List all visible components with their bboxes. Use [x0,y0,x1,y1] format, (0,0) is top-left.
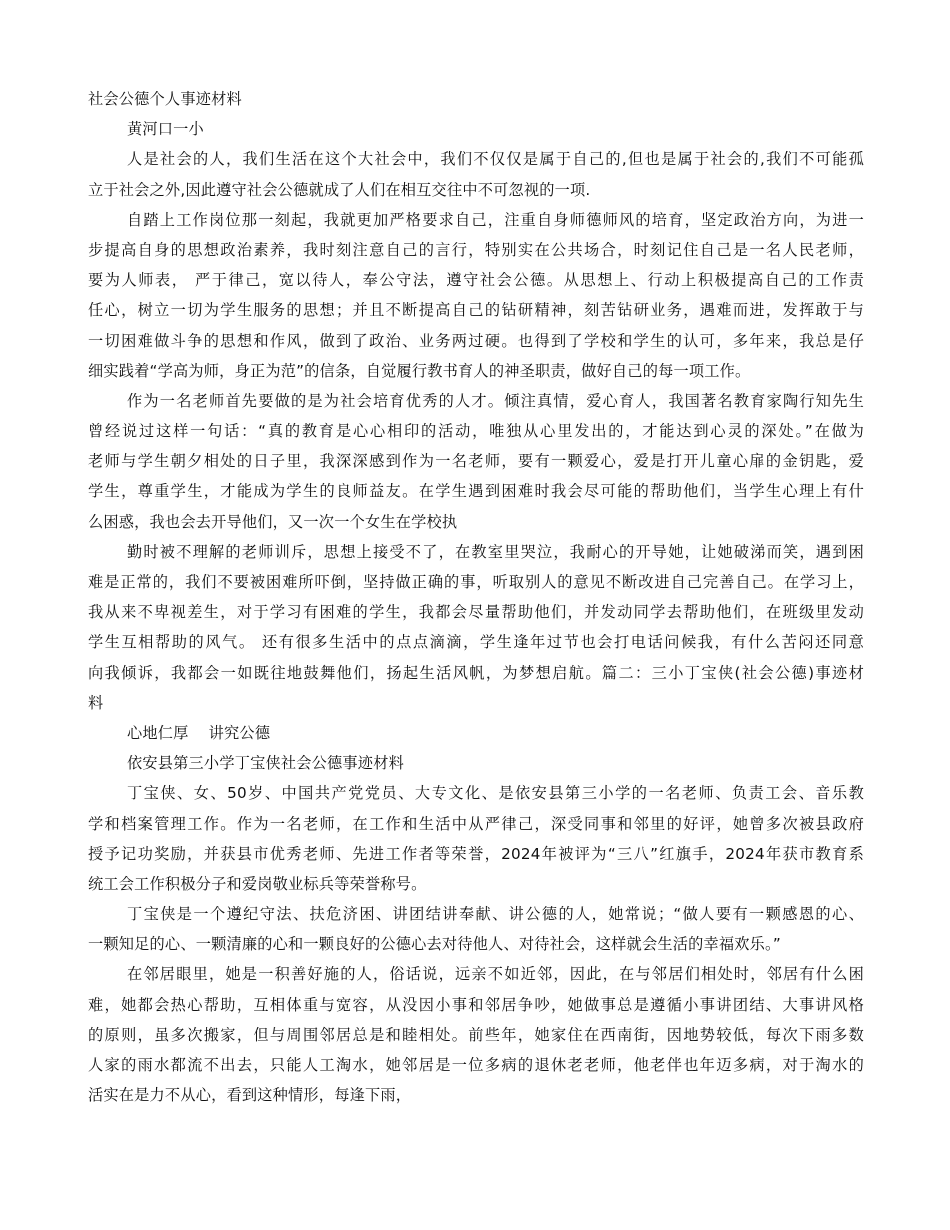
paragraph-line: 统工会工作积极分子和爱岗敬业标兵等荣誉称号。 [88,874,427,893]
section-subtitle: 心地仁厚 讲究公德 [127,723,271,742]
paragraph-line: 一颗知足的心、一颗清廉的心和一颗良好的公德心去对待他人、对待社会，这样就会生活的幸福欢乐。” [88,935,781,954]
paragraph-line: 么困惑，我也会去开导他们，又一次一个女生在学校执 [88,512,458,531]
section-heading: 依安县第三小学丁宝侠社会公德事迹材料 [127,754,404,773]
paragraph-line: 难，她都会热心帮助，互相体重与宽容，从没因小事和邻居争吵，她做事总是遵循小事讲团结、大事讲风格 [88,995,864,1014]
paragraph-line: 人是社会的人，我们生活在这个大社会中，我们不仅仅是属于自己的,但也是属于社会的,我们不可能孤 [127,150,864,169]
paragraph-line: 学生，尊重学生，才能成为学生的良师益友。在学生遇到困难时我会尽可能的帮助他们，当学生心理上有什 [88,482,864,501]
paragraph-line: 向我倾诉，我都会一如既往地鼓舞他们，扬起生活风帆，为梦想启航。篇二：三小丁宝侠(社会公德)事迹材 [88,663,864,682]
paragraph-4 [88,537,864,718]
paragraph-line: 细实践着“学高为师，身正为范”的信条，自觉履行教书育人的神圣职责，做好自己的每一项工作。 [88,361,751,380]
paragraph-line: 步提高自身的思想政治素养，我时刻注意自己的言行，特别实在公共场合，时刻记住自己是一名人民老师， [88,240,864,259]
paragraph-line: 我从来不卑视差生，对于学习有困难的学生，我都会尽量帮助他们，并发动同学去帮助他们，在班级里发动 [88,603,864,622]
paragraph-line: 学和档案管理工作。作为一名老师，在工作和生活中从严律己，深受同事和邻里的好评，她曾多次被县政府 [88,814,864,833]
paragraph-line: 人家的雨水都流不出去，只能人工淘水，她邻居是一位多病的退休老老师，他老伴也年迈多病，对于淘水的 [88,1056,864,1074]
document-title: 社会公德个人事迹材料 [88,90,242,108]
paragraph-line: 一切困难做斗争的思想和作风，做到了政治、业务两过硬。也得到了学校和学生的认可，多年来，我总是仔 [88,331,864,350]
paragraph-line: 难是正常的，我们不要被困难所吓倒，坚持做正确的事，听取别人的意见不断改进自己完善自己。在学习上， [88,573,864,591]
paragraph-line: 要为人师表， 严于律己，宽以待人，奉公守法，遵守社会公德。从思想上、行动上积极提高自己的工作责 [88,271,864,290]
paragraph-line: 丁宝侠、女、50岁、中国共产党党员、大专文化、是依安县第三小学的一名老师、负责工会、音乐教 [127,784,864,803]
paragraph-line: 学生互相帮助的风气。 还有很多生活中的点点滴滴，学生逢年过节也会打电话问候我，有什么苦闷还同意 [88,633,864,652]
paragraph-line: 自踏上工作岗位那一刻起，我就更加严格要求自己，注重自身师德师风的培育，坚定政治方向，为进一 [127,210,864,229]
paragraph-line: 作为一名老师首先要做的是为社会培育优秀的人才。倾注真情，爱心育人，我国著名教育家陶行知先生 [127,391,864,410]
paragraph-line: 料 [88,693,104,712]
paragraph-3 [88,386,864,537]
paragraph-line: 的原则，虽多次搬家，但与周围邻居总是和睦相处。前些年，她家住在西南街，因地势较低，每次下雨多数 [88,1025,864,1044]
paragraph-6 [88,899,864,959]
paragraph-7 [88,959,864,1110]
paragraph-line: 授予记功奖励，并获县市优秀老师、先进工作者等荣誉，2024年被评为“三八”红旗手，2024年获市教育系 [88,844,864,863]
paragraph-line: 任心，树立一切为学生服务的思想；并且不断提高自己的钻研精神，刻苦钻研业务，遇难而进，发挥敢于与 [88,301,864,320]
paragraph-1 [88,144,864,204]
document-page [88,84,864,1110]
paragraph-5 [88,778,864,899]
paragraph-line: 曾经说过这样一句话：“真的教育是心心相印的活动，唯独从心里发出的，才能达到心灵的深处。”在做为 [88,422,864,441]
paragraph-line: 老师与学生朝夕相处的日子里，我深深感到作为一名老师，要有一颗爱心，爱是打开儿童心扉的金钥匙，爱 [88,452,864,471]
paragraph-line: 活实在是力不从心，看到这种情形，每逢下雨， [88,1086,412,1105]
paragraph-2 [88,205,864,386]
paragraph-line: 丁宝侠是一个遵纪守法、扶危济困、讲团结讲奉献、讲公德的人，她常说；“做人要有一颗感恩的心、 [127,905,864,924]
paragraph-line: 立于社会之外,因此遵守社会公德就成了人们在相互交往中不可忽视的一项. [88,180,591,199]
paragraph-line: 在邻居眼里，她是一积善好施的人，俗话说，远亲不如近邻，因此，在与邻居们相处时，邻居有什么困 [127,965,864,984]
paragraph-line: 勤时被不理解的老师训斥，思想上接受不了，在教室里哭泣，我耐心的开导她，让她破涕而笑，遇到困 [127,542,864,561]
school-name: 黄河口一小 [127,120,204,139]
